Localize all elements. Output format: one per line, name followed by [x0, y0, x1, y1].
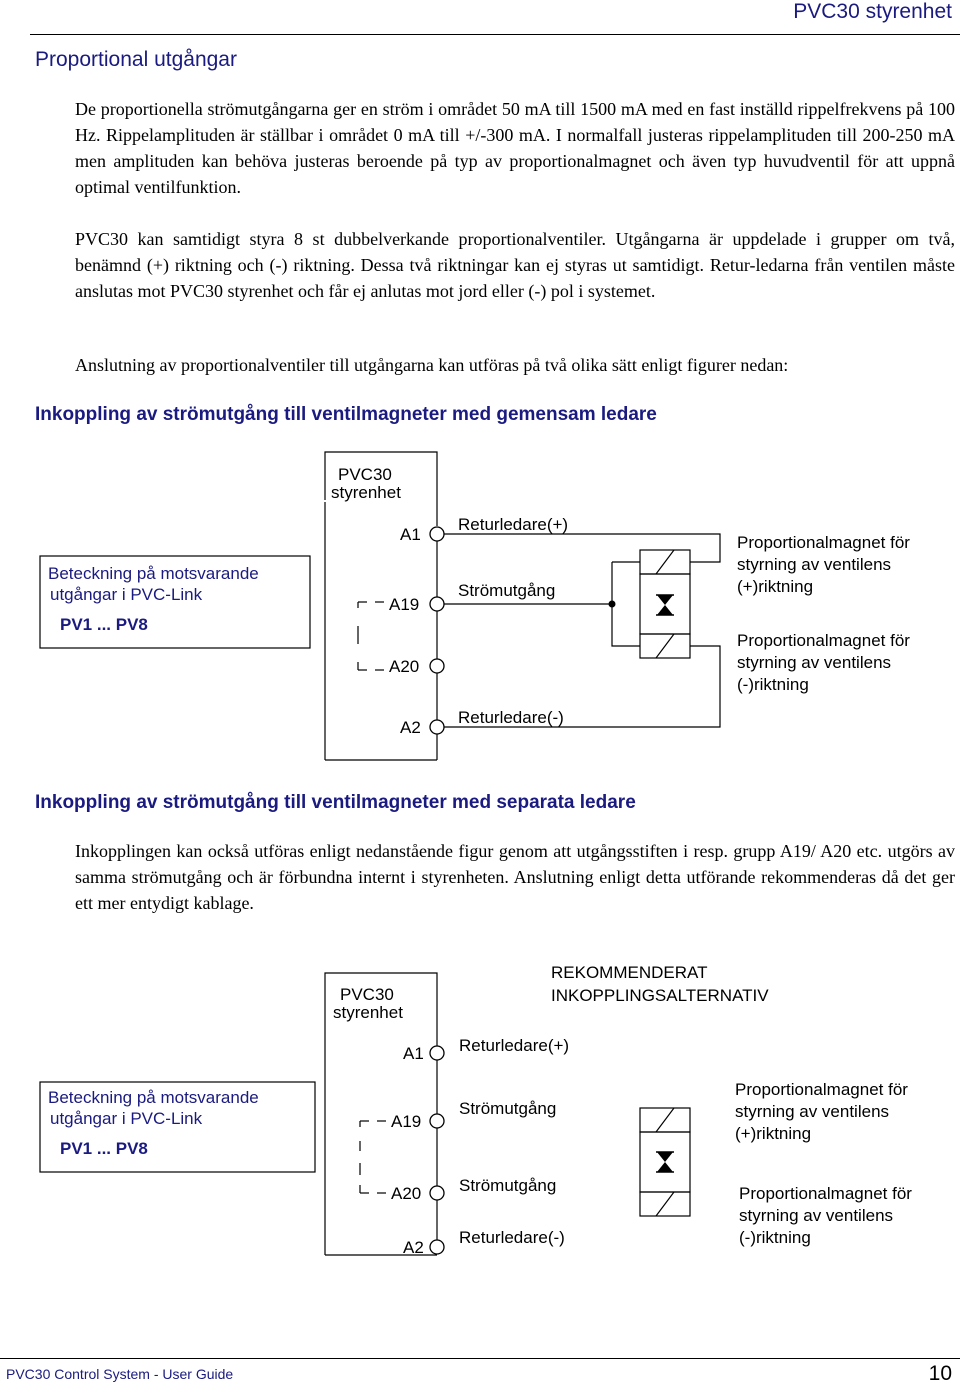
pin-a2: A2: [403, 1238, 424, 1257]
page-number: 10: [928, 1362, 952, 1385]
pin-a20: A20: [389, 657, 420, 676]
magnet-minus-line2: styrning av ventilens: [739, 1206, 894, 1225]
magnet-plus-line3: (+)riktning: [737, 577, 814, 596]
pin-a1-terminal: [430, 527, 444, 541]
legend-line3: PV1 ... PV8: [60, 615, 148, 634]
wire-label-returplus: Returledare(+): [459, 1036, 570, 1055]
wire-label-returminus: Returledare(-): [459, 1228, 565, 1247]
unit-label-line1: PVC30: [338, 465, 392, 484]
magnet-minus-line1: Proportionalmagnet för: [739, 1184, 912, 1203]
header-rule: [30, 34, 960, 35]
pin-a19-terminal: [430, 1114, 444, 1128]
running-header-title: PVC30 styrenhet: [793, 0, 952, 23]
magnet-plus-line2: styrning av ventilens: [735, 1102, 890, 1121]
recommended-line1: REKOMMENDERAT: [551, 963, 708, 982]
legend-line2: utgångar i PVC-Link: [50, 585, 203, 604]
footer-document-title: PVC30 Control System - User Guide: [6, 1366, 234, 1382]
valve-arrow-up: [657, 605, 673, 615]
wire-label-returplus: Returledare(+): [458, 515, 569, 534]
magnet-plus-line2: styrning av ventilens: [737, 555, 892, 574]
magnet-minus-line3: (-)riktning: [737, 675, 809, 694]
wiring-diagram-separate: [0, 955, 960, 1285]
pin-a2-terminal: [430, 1240, 444, 1254]
paragraph-connection-intro: Anslutning av proportionalventiler till utgångarna kan utföras på två olika sätt enligt figurer nedan:: [75, 355, 789, 375]
paragraph-separate-intro: Inkopplingen kan också utföras enligt nedanstående figur genom att utgångsstiften i resp. grupp A19/ A20 etc. utgörs av samma strömutgång och är förbundna internt i styrenheten. Anslutning enligt detta utförande rekommenderas då det ger ett mer entydigt kablage.: [75, 841, 955, 913]
wire-label-strom1: Strömutgång: [459, 1099, 557, 1118]
footer-rule: [0, 1358, 960, 1359]
magnet-minus-line2: styrning av ventilens: [737, 653, 892, 672]
paragraph-ripple: De proportionella strömutgångarna ger en ström i området 50 mA till 1500 mA med en fast inställd rippelfrekvens på 100 Hz. Rippelamplituden är ställbar i området 0 mA till +/-300 mA. I normalfall justeras rippelamplituden till 200-250 mA men amplituden kan behöva justeras beroende på typ av proportionalmagnet och även typ huvudventil för att uppnå optimal ventilfunktion.: [75, 99, 955, 197]
paragraph-valves: PVC30 kan samtidigt styra 8 st dubbelverkande proportionalventiler. Utgångarna är uppdelade i grupper om två, benämnd (+) riktning och (-) riktning. Dessa två riktningar kan ej styras ut samtidigt. Retur-ledarna från ventilen måste anslutas mot PVC30 styrenhet och får ej anlutas mot jord eller (-) pol i systemet.: [75, 229, 955, 301]
pin-a1: A1: [403, 1044, 424, 1063]
wire-label-returminus: Returledare(-): [458, 708, 564, 727]
legend-line3: PV1 ... PV8: [60, 1139, 148, 1158]
pin-a1: A1: [400, 525, 421, 544]
heading-common-conductor: Inkoppling av strömutgång till ventilmagneter med gemensam ledare: [35, 404, 657, 425]
magnet-plus-line1: Proportionalmagnet för: [735, 1080, 908, 1099]
wire-label-strom2: Strömutgång: [459, 1176, 557, 1195]
valve-arrow-up: [657, 1162, 673, 1172]
unit-label-line2: styrenhet: [333, 1003, 403, 1022]
valve-arrow-down: [657, 1152, 673, 1162]
pin-a2: A2: [400, 718, 421, 737]
unit-label-line1: PVC30: [340, 985, 394, 1004]
unit-label-line2: styrenhet: [331, 483, 401, 502]
pin-a2-terminal: [430, 720, 444, 734]
recommended-line2: INKOPPLINGSALTERNATIV: [551, 986, 769, 1005]
magnet-plus-line1: Proportionalmagnet för: [737, 533, 910, 552]
pin-a19: A19: [391, 1112, 422, 1131]
pin-a20: A20: [391, 1184, 422, 1203]
wire-label-strom: Strömutgång: [458, 581, 556, 600]
pin-a19-terminal: [430, 597, 444, 611]
legend-line2: utgångar i PVC-Link: [50, 1109, 203, 1128]
pin-a20-terminal: [430, 1186, 444, 1200]
magnet-plus-line3: (+)riktning: [735, 1124, 812, 1143]
magnet-minus-line1: Proportionalmagnet för: [737, 631, 910, 650]
section-title: Proportional utgångar: [35, 48, 237, 71]
magnet-minus-line3: (-)riktning: [739, 1228, 811, 1247]
pin-a19: A19: [389, 595, 420, 614]
legend-line1: Beteckning på motsvarande: [48, 564, 259, 583]
pin-a20-terminal: [430, 659, 444, 673]
heading-separate-conductor: Inkoppling av strömutgång till ventilmagneter med separata ledare: [35, 792, 636, 813]
valve-arrow-down: [657, 595, 673, 605]
legend-line1: Beteckning på motsvarande: [48, 1088, 259, 1107]
wiring-diagram-common: [0, 440, 960, 780]
pin-a1-terminal: [430, 1046, 444, 1060]
